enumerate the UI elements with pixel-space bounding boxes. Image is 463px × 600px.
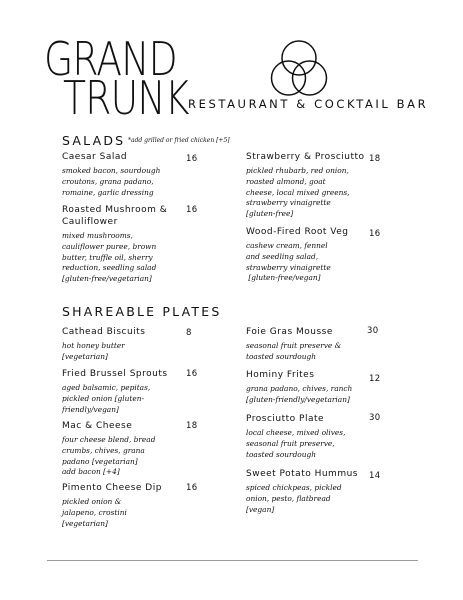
item-price: 18 bbox=[369, 154, 381, 164]
menu-item-wood-fired-root-veg bbox=[246, 226, 348, 284]
menu-item-sweet-potato-hummus bbox=[246, 468, 358, 515]
desc-line: [vegetarian] bbox=[62, 351, 108, 361]
shareable-plates-title: SHAREABLE PLATES bbox=[62, 304, 222, 319]
item-price: 16 bbox=[186, 369, 198, 379]
item-name: Fried Brussel Sprouts bbox=[62, 369, 168, 379]
item-name: Roasted Mushroom & bbox=[62, 205, 168, 215]
desc-line: [gluten-free] bbox=[246, 209, 294, 219]
menu-item-fried-brussel-sprouts bbox=[62, 368, 168, 415]
desc-line: reduction, seedling salad bbox=[62, 263, 157, 273]
item-name-line2: Cauliflower bbox=[62, 217, 118, 227]
desc-line: romaine, garlic dressing bbox=[62, 187, 154, 197]
item-description bbox=[246, 384, 352, 406]
item-description bbox=[246, 166, 365, 220]
desc-line: strawberry vinaigrette bbox=[246, 262, 331, 272]
item-description bbox=[62, 383, 168, 415]
item-price: 18 bbox=[186, 421, 198, 431]
desc-line: and seedling salad, bbox=[246, 251, 319, 261]
item-description bbox=[246, 428, 345, 460]
menu-item-hominy-frites bbox=[246, 369, 352, 406]
desc-line: hot honey butter bbox=[62, 341, 125, 350]
footer-divider bbox=[47, 560, 418, 561]
item-price: 30 bbox=[367, 326, 379, 336]
three-circles-icon bbox=[268, 38, 330, 100]
desc-line: grana padano, chives, ranch bbox=[246, 384, 353, 393]
item-name: Hominy Frites bbox=[246, 370, 315, 380]
brand-name-line1: GRAND bbox=[44, 32, 177, 86]
desc-line: roasted almond, goat bbox=[246, 176, 326, 186]
desc-line: pickled onion [gluten- bbox=[62, 393, 145, 403]
desc-line: seasonal fruit preserve, bbox=[246, 438, 335, 448]
desc-line: crumbs, chives, grana bbox=[62, 445, 145, 455]
item-description bbox=[62, 497, 162, 529]
item-name: Foie Gras Mousse bbox=[246, 327, 333, 337]
menu-item-cathead-biscuits bbox=[62, 326, 145, 363]
desc-line: [gluten-free/vegetarian] bbox=[62, 274, 152, 284]
desc-line: jalapeno, crostini bbox=[62, 507, 127, 517]
desc-line: seasonal fruit preserve & bbox=[246, 341, 342, 350]
item-price: 30 bbox=[369, 413, 381, 423]
desc-line: [gluten-friendly/vegetarian] bbox=[246, 394, 350, 404]
desc-line: croutons, grana padano, bbox=[62, 176, 154, 186]
item-price: 16 bbox=[369, 229, 381, 239]
item-name: Pimento Cheese Dip bbox=[62, 483, 162, 493]
brand-tagline: RESTAURANT & COCKTAIL BAR bbox=[188, 97, 429, 111]
item-description bbox=[246, 483, 358, 515]
item-price: 16 bbox=[186, 483, 198, 493]
desc-line: butter, truffle oil, sherry bbox=[62, 252, 153, 262]
salads-note: *add grilled or fried chicken [+5] bbox=[128, 137, 230, 144]
desc-line: cheese, local mixed greens, bbox=[246, 187, 350, 197]
menu-item-mac-and-cheese bbox=[62, 420, 155, 478]
desc-line: padano [vegetarian] bbox=[62, 456, 138, 466]
menu-item-caesar-salad bbox=[62, 151, 160, 198]
item-name: Prosciutto Plate bbox=[246, 414, 325, 424]
item-name: Sweet Potato Hummus bbox=[246, 469, 358, 479]
desc-line: local cheese, mixed olives, bbox=[246, 428, 346, 437]
item-name: Caesar Salad bbox=[62, 152, 128, 162]
desc-line: add bacon [+4] bbox=[62, 467, 120, 477]
desc-line: four cheese blend, bread bbox=[62, 435, 156, 444]
desc-line: pickled rhubarb, red onion, bbox=[246, 166, 349, 175]
menu-item-roasted-mushroom-cauliflower bbox=[62, 204, 167, 285]
item-description bbox=[246, 241, 348, 284]
desc-line: toasted sourdough bbox=[246, 449, 317, 459]
desc-line: aged balsamic, pepitas, bbox=[62, 383, 151, 392]
item-description bbox=[246, 341, 341, 363]
desc-line: onion, pesto, flatbread bbox=[246, 493, 331, 503]
desc-line: pickled onion & bbox=[62, 497, 122, 506]
item-description bbox=[62, 231, 167, 285]
desc-line: spiced chickpeas, pickled bbox=[246, 483, 342, 492]
desc-line: cashew cream, fennel bbox=[246, 241, 328, 250]
item-name: Mac & Cheese bbox=[62, 421, 133, 431]
item-price: 16 bbox=[186, 154, 198, 164]
item-name: Wood-Fired Root Veg bbox=[246, 227, 349, 237]
desc-line: strawberry vinaigrette bbox=[246, 198, 331, 208]
item-description bbox=[62, 341, 145, 363]
desc-line: [gluten-free/vegan] bbox=[246, 273, 321, 283]
salads-title: SALADS bbox=[62, 133, 126, 148]
menu-item-strawberry-prosciutto bbox=[246, 151, 365, 220]
desc-line: toasted sourdough bbox=[246, 351, 317, 361]
desc-line: mixed mushrooms, bbox=[62, 231, 133, 240]
desc-line: smoked bacon, sourdough bbox=[62, 166, 161, 175]
menu-item-pimento-cheese-dip bbox=[62, 482, 162, 529]
desc-line: cauliflower puree, brown bbox=[62, 241, 157, 251]
item-price: 16 bbox=[186, 205, 198, 215]
item-name: Strawberry & Prosciutto bbox=[246, 152, 365, 162]
desc-line: friendly/vegan] bbox=[62, 404, 119, 414]
item-price: 14 bbox=[369, 471, 381, 481]
desc-line: [vegan] bbox=[246, 504, 275, 514]
desc-line: [vegetarian] bbox=[62, 518, 108, 528]
item-price: 8 bbox=[186, 328, 192, 338]
brand-name-line2: TRUNK bbox=[63, 71, 189, 125]
menu-item-foie-gras-mousse bbox=[246, 326, 341, 363]
item-description bbox=[62, 435, 155, 478]
item-description bbox=[62, 166, 160, 198]
item-name: Cathead Biscuits bbox=[62, 327, 146, 337]
menu-item-prosciutto-plate bbox=[246, 413, 345, 460]
item-price: 12 bbox=[369, 374, 381, 384]
